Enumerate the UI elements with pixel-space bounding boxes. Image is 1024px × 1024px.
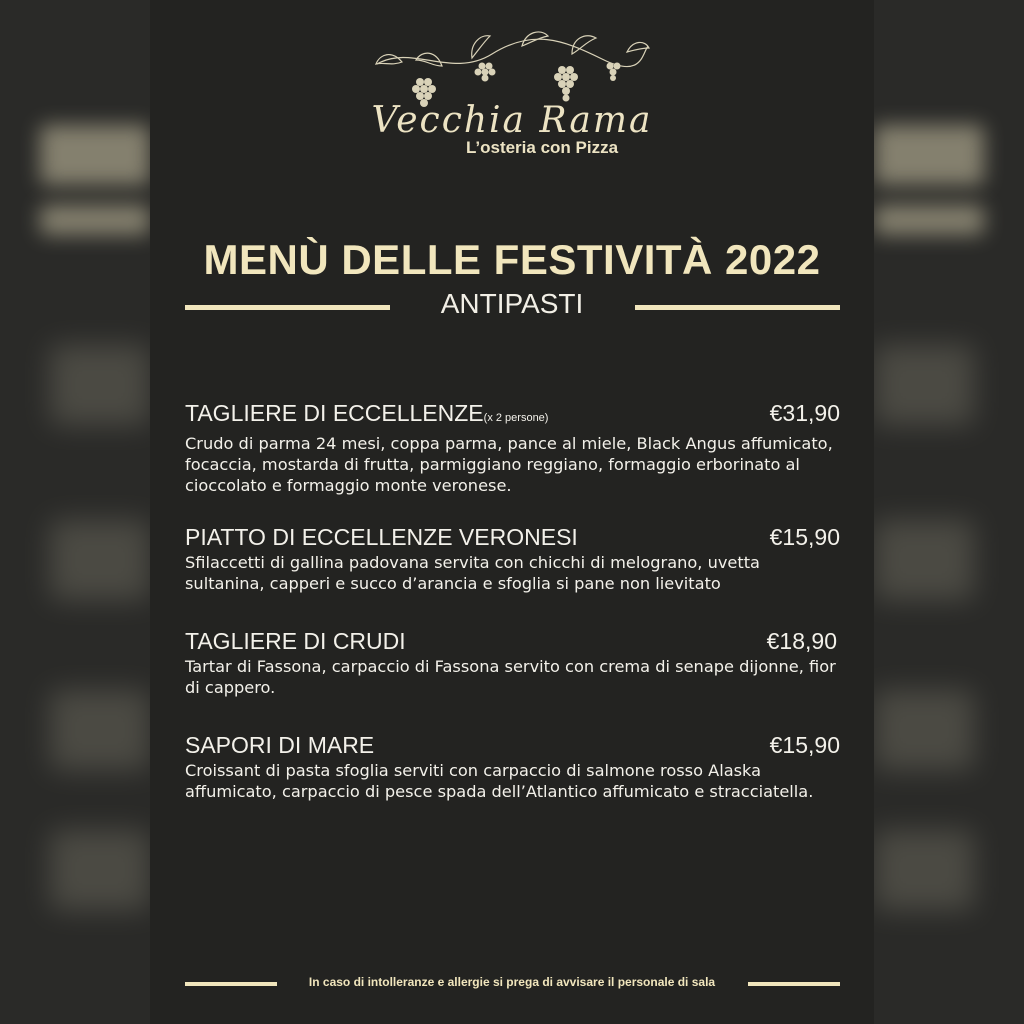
brand-tagline: L’osteria con Pizza <box>465 138 619 157</box>
item-name: PIATTO DI ECCELLENZE VERONESI <box>185 524 578 550</box>
allergy-notice: In caso di intolleranze e allergie si prega di avvisare il personale di sala <box>308 975 716 989</box>
divider-right <box>635 305 840 310</box>
blurred-background-left <box>0 0 150 1024</box>
menu-item <box>185 400 840 496</box>
item-price: €31,90 <box>769 400 840 426</box>
item-name: TAGLIERE DI CRUDI <box>185 628 406 654</box>
item-price: €18,90 <box>766 628 837 654</box>
menu-item <box>185 628 837 698</box>
menu-title: MENÙ DELLE FESTIVITÀ 2022 <box>203 236 821 283</box>
blurred-background-right <box>874 0 1024 1024</box>
brand-name: Vecchia Rama <box>371 100 653 141</box>
item-description: Croissant di pasta sfoglia serviti con carpaccio di salmone rosso Alaska affumicato, carpaccio di pesce spada dell’Atlantico affumicato e stracciatella. <box>185 761 814 801</box>
section-title: ANTIPASTI <box>440 288 584 319</box>
item-price: €15,90 <box>769 524 840 550</box>
item-description: Tartar di Fassona, carpaccio di Fassona servito con crema di senape dijonne, fior di cappero. <box>185 657 836 697</box>
item-note: (x 2 persone) <box>483 412 549 424</box>
menu-card <box>150 0 874 1024</box>
item-name: TAGLIERE DI ECCELLENZE <box>185 400 484 426</box>
item-price: €15,90 <box>769 732 840 758</box>
item-description: Sfilaccetti di gallina padovana servita con chicchi di melograno, uvetta sultanina, capperi e succo d’arancia e sfoglia si pane non lievitato <box>185 553 760 593</box>
footer-divider-right <box>748 982 840 986</box>
item-description: Crudo di parma 24 mesi, coppa parma, pance al miele, Black Angus affumicato, focaccia, mostarda di frutta, parmiggiano reggiano, formaggio erborinato al cioccolato e formaggio monte veronese. <box>185 434 833 495</box>
item-name: SAPORI DI MARE <box>185 732 375 758</box>
menu-item <box>185 524 840 594</box>
menu-item <box>185 732 840 802</box>
